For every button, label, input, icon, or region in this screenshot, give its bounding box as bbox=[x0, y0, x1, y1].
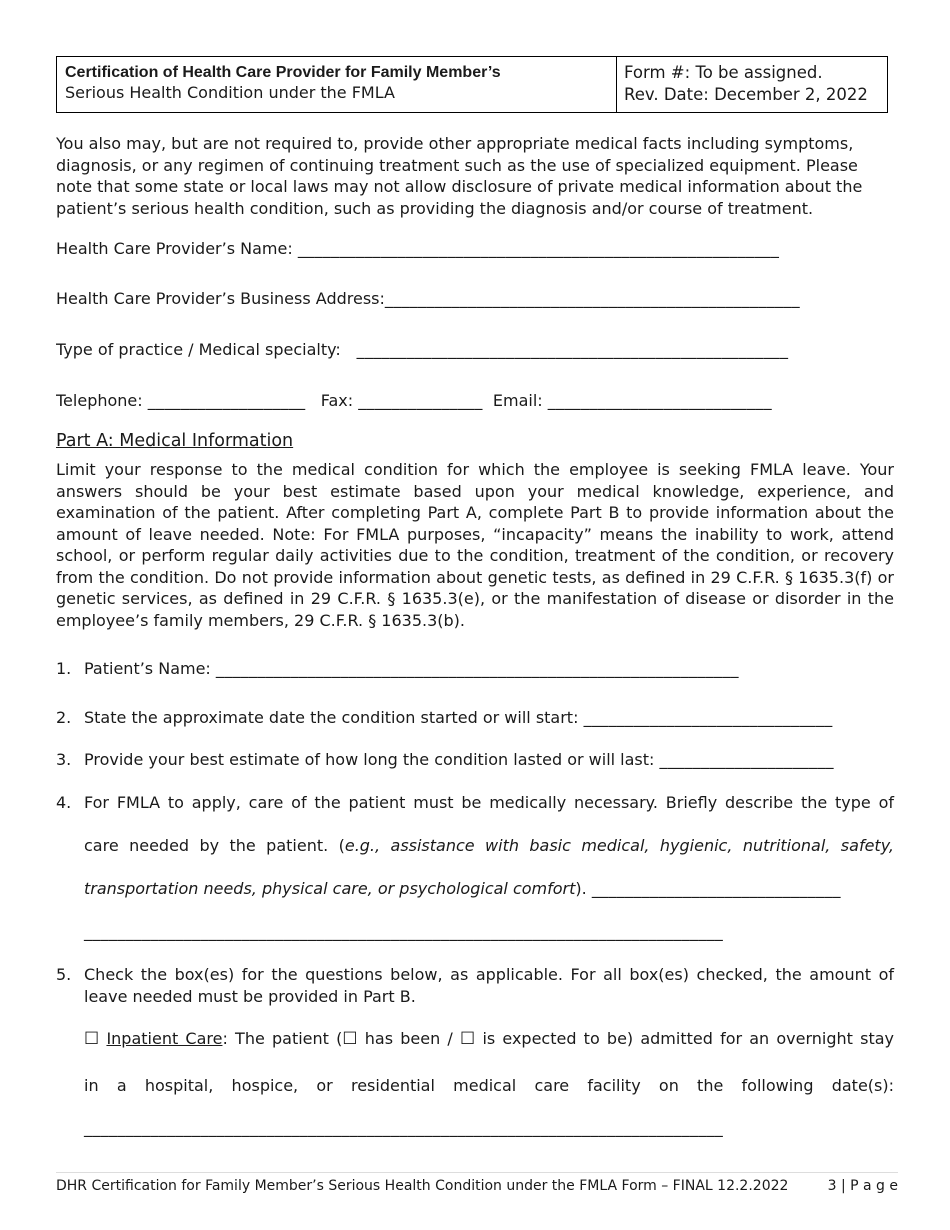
inpatient-care-line bbox=[84, 1028, 894, 1050]
intro-paragraph: You also may, but are not required to, provide other appropriate medical facts including symptoms, diagnosis, or any regimen of continuing treatment such as the use of specialized equipment. Please note that some state or local laws may not allow disclosure of private medical information about the patient’s serious health condition, such as providing the diagnosis and/or course of treatment. bbox=[56, 134, 863, 218]
provider-name-label: Health Care Provider’s Name: bbox=[56, 239, 293, 258]
form-title-cell bbox=[57, 57, 617, 112]
part-a-instructions: Limit your response to the medical condition for which the employee is seeking FMLA leave. Your answers should be your best estimate based upon your medical knowledge, experience, and examination of the patient. After completing Part A, complete Part B to provide information about the amount of leave needed. Note: For FMLA purposes, “incapacity” means the inability to work, attend school, or perform regular daily activities due to the condition, treatment of the condition, or recovery from the condition. Do not provide information about genetic tests, as defined in 29 C.F.R. § 1635.3(f) or genetic services, as defined in 29 C.F.R. § 1635.3(e), or the manifestation of disease or disorder in the employee’s family members, 29 C.F.R. § 1635.3(b). bbox=[56, 460, 894, 630]
expected-label: is expected to be) admitted for an overnight stay bbox=[482, 1029, 894, 1048]
inpatient-care-line-2: in a hospital, hospice, or residential medical care facility on the following date(s): bbox=[84, 1076, 894, 1095]
form-number: Form #: To be assigned. bbox=[624, 63, 823, 82]
question-4-examples-cont: transportation needs, physical care, or psychological comfort bbox=[84, 879, 576, 898]
question-number: 2. bbox=[56, 708, 72, 727]
question-4-body bbox=[84, 781, 894, 953]
question-number: 1. bbox=[56, 659, 72, 678]
question-3 bbox=[56, 750, 896, 772]
expected-checkbox[interactable]: ☐ bbox=[460, 1029, 476, 1049]
inpatient-care-checkbox[interactable]: ☐ bbox=[84, 1029, 100, 1049]
form-title: Serious Health Condition under the FMLA bbox=[65, 83, 395, 102]
email-blank[interactable]: ___________________________ bbox=[547, 391, 772, 410]
page-footer bbox=[56, 1172, 898, 1194]
question-1-text: Patient’s Name: bbox=[84, 659, 211, 678]
telephone-blank[interactable]: ___________________ bbox=[147, 391, 306, 410]
email-label: Email: bbox=[492, 391, 543, 410]
inpatient-care-label: Inpatient Care bbox=[106, 1029, 223, 1048]
page-number: 3 | P a g e bbox=[827, 1178, 898, 1194]
practice-type-field[interactable] bbox=[56, 340, 894, 360]
question-1 bbox=[56, 659, 896, 681]
form-header bbox=[56, 56, 888, 113]
business-address-blank[interactable]: __________________________________________________ bbox=[384, 289, 800, 308]
question-3-text: Provide your best estimate of how long the condition lasted or will last: bbox=[84, 750, 655, 769]
footer-document-title: DHR Certification for Family Member’s Serious Health Condition under the FMLA Form – FINAL 12.2.2022 bbox=[56, 1178, 789, 1194]
question-4-line-2 bbox=[84, 824, 894, 867]
start-date-blank[interactable]: ______________________________ bbox=[583, 708, 833, 727]
provider-name-field[interactable] bbox=[56, 239, 894, 259]
duration-blank[interactable]: _____________________ bbox=[659, 750, 834, 769]
question-5-body bbox=[84, 964, 894, 1139]
practice-type-label: Type of practice / Medical specialty: bbox=[56, 340, 341, 359]
question-4-line-2-text: care needed by the patient. ( bbox=[84, 836, 345, 855]
has-been-checkbox[interactable]: ☐ bbox=[342, 1029, 358, 1049]
form-meta-cell bbox=[617, 57, 887, 112]
question-5 bbox=[56, 964, 896, 1164]
inpatient-dates-blank[interactable]: _____________________________________________________________________________ bbox=[84, 1118, 724, 1137]
provider-name-blank[interactable]: __________________________________________________________ bbox=[297, 239, 780, 258]
business-address-field[interactable] bbox=[56, 289, 894, 309]
telephone-label: Telephone: bbox=[56, 391, 143, 410]
contact-fields bbox=[56, 391, 894, 411]
care-description-blank-2[interactable]: _____________________________________________________________________________ bbox=[84, 922, 724, 941]
question-4 bbox=[56, 781, 896, 961]
has-been-label: has been / bbox=[364, 1029, 453, 1048]
care-description-blank[interactable]: ______________________________ bbox=[591, 879, 841, 898]
question-2 bbox=[56, 708, 896, 730]
question-4-line-3-end: ). bbox=[575, 879, 587, 898]
form-title-bold: Certification of Health Care Provider for Family Member’s bbox=[65, 64, 501, 81]
question-number: 4. bbox=[56, 793, 72, 812]
fax-label: Fax: bbox=[320, 391, 354, 410]
question-2-text: State the approximate date the condition started or will start: bbox=[84, 708, 579, 727]
question-4-examples: e.g., assistance with basic medical, hygienic, nutritional, safety, bbox=[344, 836, 894, 855]
question-5-text: Check the box(es) for the questions below, as applicable. For all box(es) checked, the amount of leave needed must be provided in Part B. bbox=[84, 965, 894, 1006]
fax-blank[interactable]: _______________ bbox=[358, 391, 483, 410]
revision-date: Rev. Date: December 2, 2022 bbox=[624, 85, 868, 104]
patient-name-blank[interactable]: _______________________________________________________________ bbox=[215, 659, 739, 678]
question-4-line-1: For FMLA to apply, care of the patient must be medically necessary. Briefly describe the type of bbox=[84, 793, 894, 812]
question-4-line-3 bbox=[84, 867, 894, 910]
practice-type-blank[interactable]: ____________________________________________________ bbox=[345, 340, 789, 359]
inpatient-care-text: : The patient ( bbox=[222, 1029, 343, 1048]
part-a-heading: Part A: Medical Information bbox=[56, 431, 294, 451]
question-number: 5. bbox=[56, 965, 72, 984]
question-number: 3. bbox=[56, 750, 72, 769]
business-address-label: Health Care Provider’s Business Address: bbox=[56, 289, 385, 308]
